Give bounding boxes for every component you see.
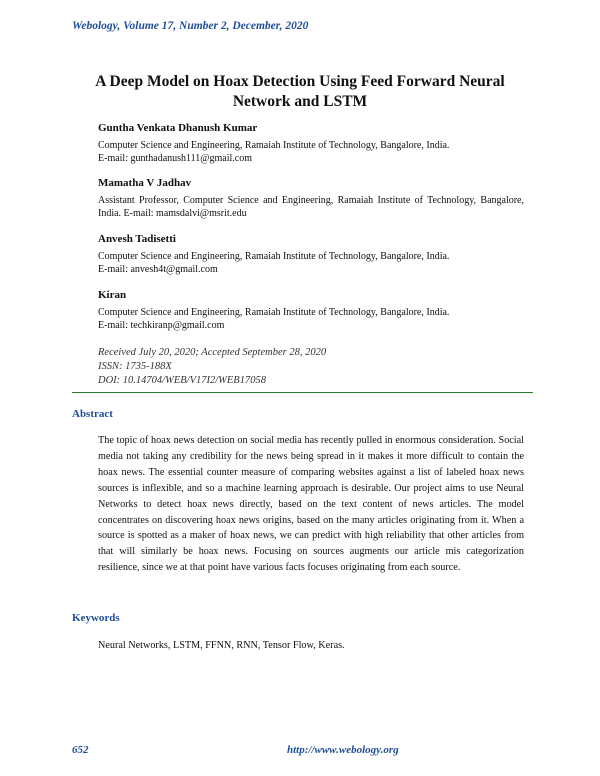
author-email: E-mail: techkiranp@gmail.com (98, 320, 225, 331)
page-number: 652 (72, 744, 89, 756)
received-dates: Received July 20, 2020; Accepted September 28, 2020 (98, 347, 327, 358)
author-block (98, 233, 524, 277)
author-block (98, 177, 524, 221)
keywords-text: Neural Networks, LSTM, FFNN, RNN, Tensor Flow, Keras. (98, 640, 345, 651)
author-name: Kiran (98, 289, 127, 301)
author-name: Anvesh Tadisetti (98, 233, 176, 245)
author-affiliation: Assistant Professor, Computer Science and Engineering, Ramaiah Institute of Technology, Bangalore, India. E-mail: mamsdalvi@msrit.edu (98, 194, 524, 219)
author-name: Guntha Venkata Dhanush Kumar (98, 122, 258, 134)
author-name: Mamatha V Jadhav (98, 177, 192, 189)
keywords-heading: Keywords (72, 612, 120, 624)
paper-title-line: A Deep Model on Hoax Detection Using Feed Forward Neural (95, 73, 505, 90)
footer-url[interactable]: http://www.webology.org (287, 744, 399, 756)
section-divider (72, 392, 533, 393)
article-meta (98, 346, 326, 388)
abstract-heading: Abstract (72, 408, 113, 420)
abstract-text: The topic of hoax news detection on social media has recently pulled in enormous consideration. Social media not taking any credibility for the news being spread in it makes it more difficult to contain the hoax news. The essential counter measure of comparing websites against a list of labeled hoax news sources is inflexible, and so a machine learning approach is desirable. Our project aims to use Neural Networks to detect hoax news directly, based on the text content of news articles. The model concentrates on discovering hoax news origins, based on the many articles originating from it. When a source is spotted as a maker of hoax news, we can predict with high reliability that other articles from that will similarly be hoax news. Focusing on sources augments our article mis categorization resilience, since we at that point have various facts focuses originating from each source. (98, 435, 524, 574)
author-affiliation: Computer Science and Engineering, Ramaiah Institute of Technology, Bangalore, India. (98, 250, 450, 262)
paper-title (60, 72, 540, 112)
author-block (98, 289, 524, 333)
issn: ISSN: 1735-188X (98, 361, 172, 372)
author-email: E-mail: gunthadanush111@gmail.com (98, 153, 252, 164)
author-affiliation: Computer Science and Engineering, Ramaiah Institute of Technology, Bangalore, India. (98, 306, 450, 318)
journal-header: Webology, Volume 17, Number 2, December, 2020 (72, 20, 309, 32)
doi: DOI: 10.14704/WEB/V17I2/WEB17058 (98, 375, 266, 386)
author-block (98, 122, 524, 166)
paper-title-line: Network and LSTM (232, 93, 368, 110)
author-affiliation: Computer Science and Engineering, Ramaiah Institute of Technology, Bangalore, India. (98, 139, 450, 151)
author-email: E-mail: anvesh4t@gmail.com (98, 264, 218, 275)
